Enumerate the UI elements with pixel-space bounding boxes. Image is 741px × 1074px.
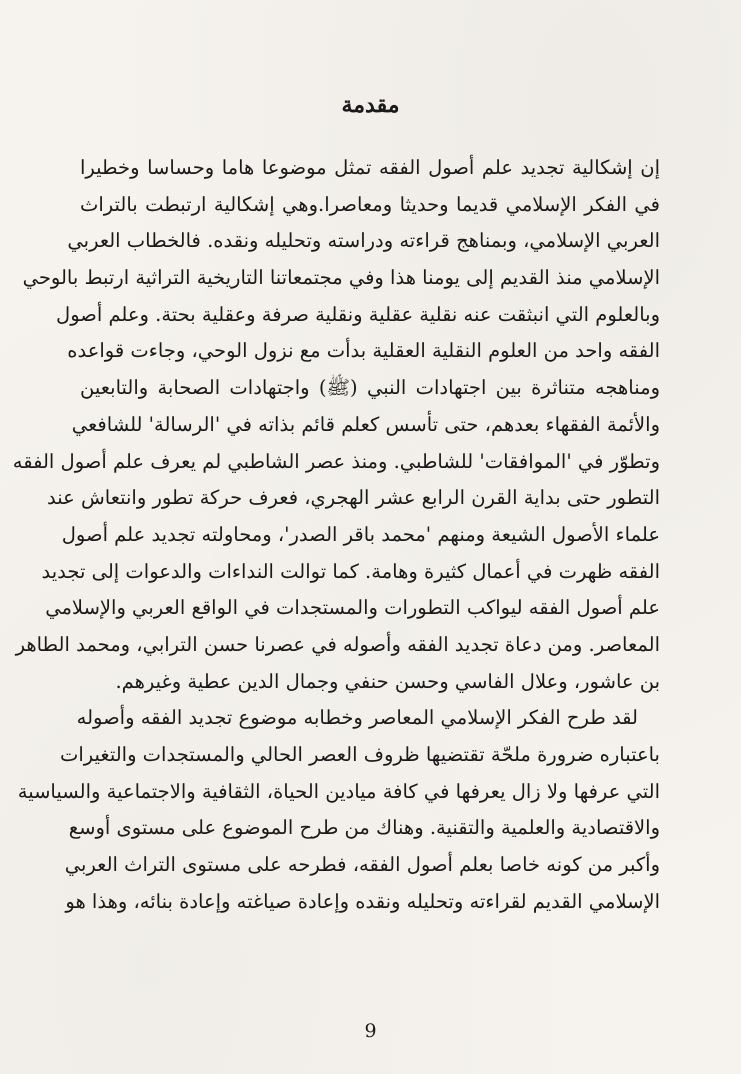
text-line: التي عرفها ولا زال يعرفها في كافة ميادين الحياة، الثقافية والاجتماعية والسياسية bbox=[17, 779, 660, 803]
text-line: ومناهجه متناثرة بين اجتهادات النبي (ﷺ) واجتهادات الصحابة والتابعين bbox=[80, 376, 660, 400]
paragraph-1 bbox=[12, 150, 660, 700]
text-line: باعتباره ضرورة ملحّة تقتضيها ظروف العصر الحالي والمستجدات والتغيرات bbox=[60, 743, 660, 766]
text-line: الإسلامي منذ القديم إلى يومنا هذا وفي مجتمعاتنا التاريخية التراثية ارتبط بالوحي bbox=[22, 266, 660, 290]
text-line: الفقه واحد من العلوم النقلية العقلية بدأت مع نزول الوحي، وجاءت قواعده bbox=[67, 339, 660, 363]
text-line: الإسلامي القديم لقراءته وتحليله ونقده وإعادة صياغته وإعادة بنائه، وهذا هو bbox=[65, 889, 660, 913]
text-line: وتطوّر في 'الموافقات' للشاطبي. ومنذ عصر الشاطبي لم يعرف علم أصول الفقه bbox=[12, 449, 660, 473]
text-line: الفقه ظهرت في أعمال كثيرة وهامة. كما توالت النداءات والدعوات إلى تجديد bbox=[41, 559, 660, 583]
text-line: وبالعلوم التي انبثقت عنه نقلية عقلية ونقلية صرفة وعقلية بحتة. وعلم أصول bbox=[56, 302, 660, 326]
section-heading: مقدمة bbox=[341, 92, 400, 118]
body-text bbox=[12, 150, 660, 920]
text-line: العربي الإسلامي، وبمناهج قراءته ودراسته وتحليله ونقده. فالخطاب العربي bbox=[67, 229, 660, 253]
text-line: لقد طرح الفكر الإسلامي المعاصر وخطابه موضوع تجديد الفقه وأصوله bbox=[76, 706, 638, 730]
page-number: 9 bbox=[364, 1020, 377, 1042]
text-line: المعاصر. ومن دعاة تجديد الفقه وأصوله في عصرنا حسن الترابي، ومحمد الطاهر bbox=[15, 632, 660, 656]
text-line: التطور حتى بداية القرن الرابع عشر الهجري، فعرف حركة تطور وانتعاش عند bbox=[47, 486, 660, 510]
text-line: وأكبر من كونه خاصا بعلم أصول الفقه، فطرحه على مستوى التراث العربي bbox=[64, 853, 660, 877]
text-line: والاقتصادية والعلمية والتقنية. وهناك من طرح الموضوع على مستوى أوسع bbox=[68, 816, 660, 840]
text-line: والأئمة الفقهاء بعدهم، حتى تأسس كعلم قائم بذاته في 'الرسالة' للشافعي bbox=[71, 412, 660, 436]
text-line: علم أصول الفقه ليواكب التطورات والمستجدات في الواقع العربي والإسلامي bbox=[45, 596, 660, 620]
text-line: في الفكر الإسلامي قديما وحديثا ومعاصرا.وهي إشكالية ارتبطت بالتراث bbox=[80, 192, 660, 216]
text-line: علماء الأصول الشيعة ومنهم 'محمد باقر الصدر'، ومحاولته تجديد علم أصول bbox=[61, 522, 660, 546]
paragraph-2 bbox=[17, 700, 660, 920]
text-line: بن عاشور، وعلال الفاسي وحسن حنفي وجمال الدين عطية وغيرهم. bbox=[115, 669, 660, 693]
text-line: إن إشكالية تجديد علم أصول الفقه تمثل موضوعا هاما وحساسا وخطيرا bbox=[80, 156, 660, 179]
